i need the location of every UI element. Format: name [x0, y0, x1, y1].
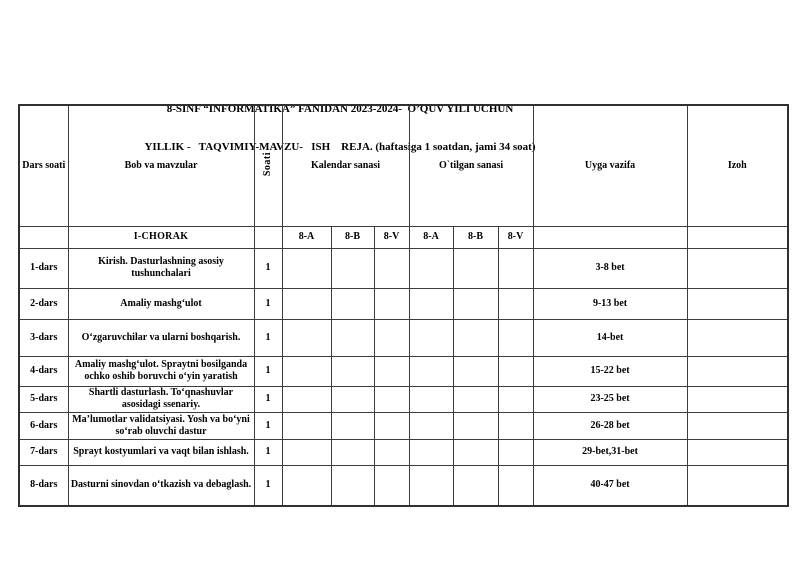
kalendar-date-cell	[282, 439, 331, 465]
note-cell	[687, 356, 788, 386]
table-row	[19, 412, 788, 439]
class-col-kalendar-8a: 8-A	[282, 226, 331, 248]
header-uyga-vazifa: Uyga vazifa	[533, 105, 687, 226]
class-col-otilgan-8b: 8-B	[453, 226, 498, 248]
otilgan-date-cell	[453, 248, 498, 288]
class-col-kalendar-8v: 8-V	[374, 226, 409, 248]
topic-cell: O‘zgaruvchilar va ularni boshqarish.	[68, 319, 254, 356]
homework-cell: 3-8 bet	[533, 248, 687, 288]
otilgan-date-cell	[453, 386, 498, 412]
otilgan-date-cell	[498, 319, 533, 356]
kalendar-date-cell	[374, 248, 409, 288]
otilgan-date-cell	[453, 356, 498, 386]
section-label: I-CHORAK	[68, 226, 254, 248]
header-izoh: Izoh	[687, 105, 788, 226]
table-row	[19, 319, 788, 356]
note-cell	[687, 319, 788, 356]
section-row	[19, 226, 788, 248]
homework-cell: 23-25 bet	[533, 386, 687, 412]
otilgan-date-cell	[409, 319, 453, 356]
hours-cell: 1	[254, 288, 282, 319]
homework-cell: 26-28 bet	[533, 412, 687, 439]
kalendar-date-cell	[374, 319, 409, 356]
table-row	[19, 439, 788, 465]
kalendar-date-cell	[374, 439, 409, 465]
topic-cell: Amaliy mashg‘ulot. Spraytni bosilganda ochko oshib boruvchi o‘yin yaratish	[68, 356, 254, 386]
header-row	[19, 105, 788, 226]
kalendar-date-cell	[374, 412, 409, 439]
otilgan-date-cell	[453, 288, 498, 319]
lesson-number-cell: 8-dars	[19, 465, 68, 506]
homework-cell: 9-13 bet	[533, 288, 687, 319]
kalendar-date-cell	[282, 288, 331, 319]
kalendar-date-cell	[331, 356, 374, 386]
table-row	[19, 465, 788, 506]
class-col-otilgan-8a: 8-A	[409, 226, 453, 248]
otilgan-date-cell	[498, 412, 533, 439]
kalendar-date-cell	[374, 356, 409, 386]
note-cell	[687, 386, 788, 412]
kalendar-date-cell	[282, 319, 331, 356]
otilgan-date-cell	[498, 356, 533, 386]
otilgan-date-cell	[453, 465, 498, 506]
table-row	[19, 288, 788, 319]
homework-cell: 29-bet,31-bet	[533, 439, 687, 465]
lesson-number-cell: 7-dars	[19, 439, 68, 465]
note-cell	[687, 248, 788, 288]
otilgan-date-cell	[453, 439, 498, 465]
header-soati	[254, 105, 282, 226]
title-line-1: 8-SINF “INFORMATIKA” FANIDAN 2023-2024- O’QUV YILI UCHUN	[166, 103, 514, 115]
note-cell	[687, 439, 788, 465]
kalendar-date-cell	[282, 386, 331, 412]
lesson-number-cell: 2-dars	[19, 288, 68, 319]
lesson-number-cell: 4-dars	[19, 356, 68, 386]
lesson-number-cell: 3-dars	[19, 319, 68, 356]
soati-vertical-label: Soati	[262, 151, 273, 176]
kalendar-date-cell	[282, 412, 331, 439]
header-bob-va-mavzular: Bob va mavzular	[68, 105, 254, 226]
topic-cell: Amaliy mashg‘ulot	[68, 288, 254, 319]
hours-cell: 1	[254, 248, 282, 288]
header-dars-soati: Dars soati	[19, 105, 68, 226]
kalendar-date-cell	[331, 439, 374, 465]
table-row	[19, 386, 788, 412]
empty-cell	[19, 226, 68, 248]
otilgan-date-cell	[409, 465, 453, 506]
hours-cell: 1	[254, 439, 282, 465]
hours-cell: 1	[254, 386, 282, 412]
kalendar-date-cell	[331, 412, 374, 439]
lesson-number-cell: 5-dars	[19, 386, 68, 412]
header-kalendar-sanasi: Kalendar sanasi	[282, 105, 409, 226]
kalendar-date-cell	[374, 288, 409, 319]
topic-cell: Kirish. Dasturlashning asosiy tushunchalari	[68, 248, 254, 288]
kalendar-date-cell	[282, 465, 331, 506]
kalendar-date-cell	[331, 319, 374, 356]
otilgan-date-cell	[409, 356, 453, 386]
kalendar-date-cell	[331, 248, 374, 288]
hours-cell: 1	[254, 356, 282, 386]
otilgan-date-cell	[498, 248, 533, 288]
topic-cell: Dasturni sinovdan o‘tkazish va debaglash.	[68, 465, 254, 506]
topic-cell: Ma’lumotlar validatsiyasi. Yosh va bo‘yni so‘rab oluvchi dastur	[68, 412, 254, 439]
class-col-otilgan-8v: 8-V	[498, 226, 533, 248]
empty-cell	[254, 226, 282, 248]
topic-cell: Sprayt kostyumlari va vaqt bilan ishlash.	[68, 439, 254, 465]
lesson-number-cell: 1-dars	[19, 248, 68, 288]
lesson-number-cell: 6-dars	[19, 412, 68, 439]
note-cell	[687, 412, 788, 439]
otilgan-date-cell	[498, 386, 533, 412]
kalendar-date-cell	[331, 288, 374, 319]
curriculum-table	[18, 104, 789, 507]
kalendar-date-cell	[374, 386, 409, 412]
kalendar-date-cell	[331, 465, 374, 506]
otilgan-date-cell	[498, 288, 533, 319]
kalendar-date-cell	[282, 248, 331, 288]
otilgan-date-cell	[409, 288, 453, 319]
otilgan-date-cell	[409, 439, 453, 465]
hours-cell: 1	[254, 319, 282, 356]
hours-cell: 1	[254, 465, 282, 506]
kalendar-date-cell	[282, 356, 331, 386]
topic-cell: Shartli dasturlash. To‘qnashuvlar asosidagi ssenariy.	[68, 386, 254, 412]
otilgan-date-cell	[498, 439, 533, 465]
otilgan-date-cell	[409, 386, 453, 412]
class-col-kalendar-8b: 8-B	[331, 226, 374, 248]
otilgan-date-cell	[498, 465, 533, 506]
homework-cell: 14-bet	[533, 319, 687, 356]
empty-cell	[687, 226, 788, 248]
otilgan-date-cell	[453, 412, 498, 439]
table-row	[19, 248, 788, 288]
table-row	[19, 356, 788, 386]
header-otilgan-sanasi: O`tilgan sanasi	[409, 105, 533, 226]
otilgan-date-cell	[409, 412, 453, 439]
note-cell	[687, 288, 788, 319]
hours-cell: 1	[254, 412, 282, 439]
kalendar-date-cell	[331, 386, 374, 412]
title-line-2: YILLIK - TAQVIMIY-MAVZU- ISH REJA. (haftasiga 1 soatdan, jami 34 soat)	[144, 140, 536, 153]
homework-cell: 15-22 bet	[533, 356, 687, 386]
otilgan-date-cell	[409, 248, 453, 288]
empty-cell	[533, 226, 687, 248]
homework-cell: 40-47 bet	[533, 465, 687, 506]
note-cell	[687, 465, 788, 506]
kalendar-date-cell	[374, 465, 409, 506]
otilgan-date-cell	[453, 319, 498, 356]
